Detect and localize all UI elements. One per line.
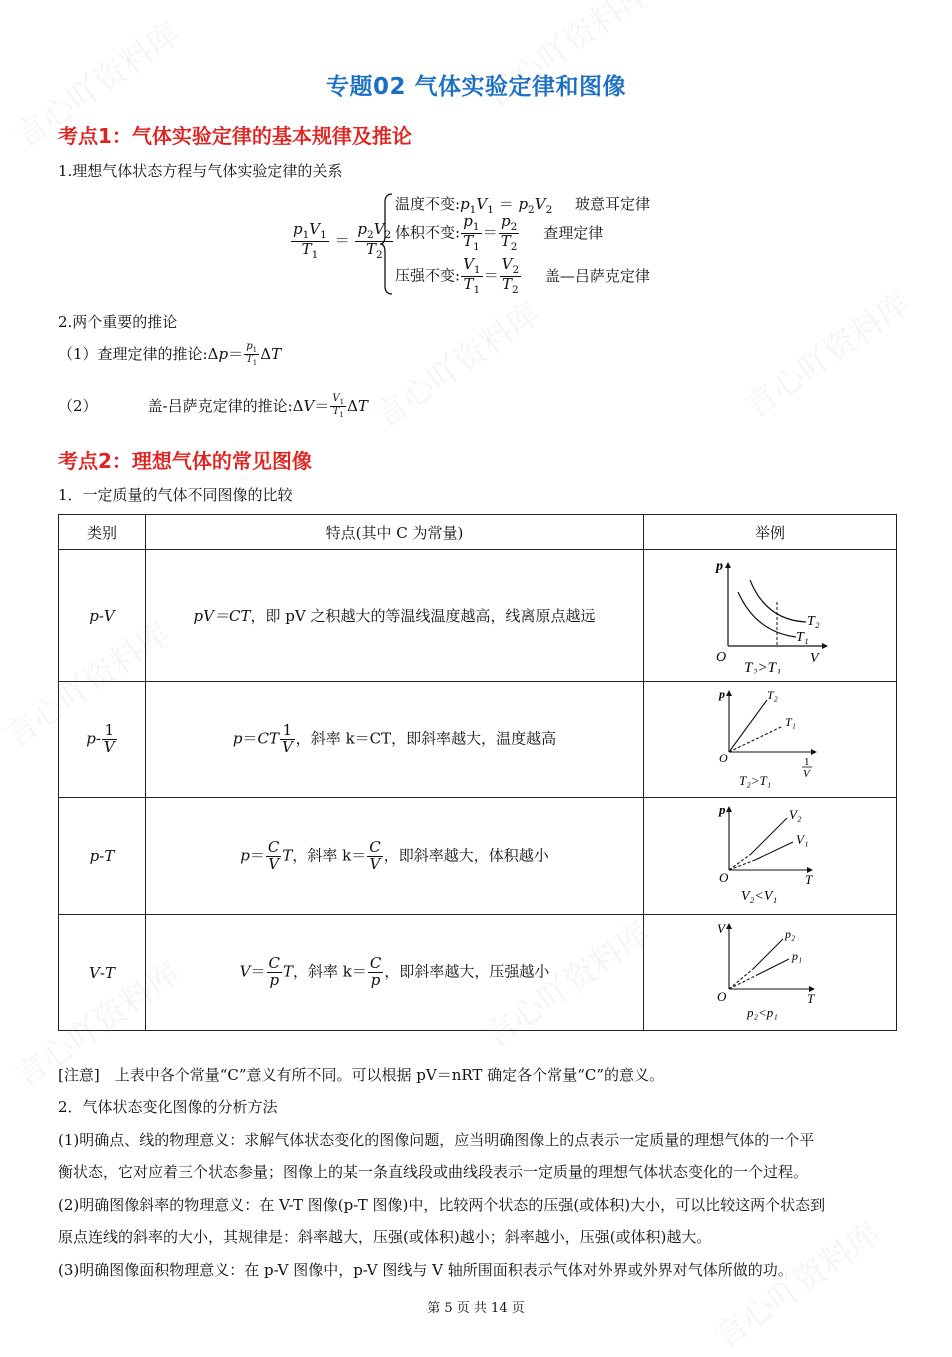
p1v-y-label: p (719, 686, 725, 701)
category-p1v: p- $\frac{1}{V}$ (59, 682, 146, 798)
p1v-caption: T₂>T₁ (739, 772, 772, 788)
inference-2: （2） 盖-吕萨克定律的推论:ΔV＝ $\frac{V_1}{T_1}$ ΔT (58, 393, 368, 420)
paragraph-1a: (1)明确点、线的物理意义：求解气体状态变化的图像问题，应当明确图像上的点表示一定质量的理想气体的一个平 (58, 1131, 815, 1149)
pt-caption: V₂<V₁ (741, 889, 778, 904)
table-row (59, 682, 897, 798)
law-cond-1: 温度不变: (395, 195, 461, 213)
header-example: 举例 (644, 515, 897, 550)
law-name-3: 盖—吕萨克定律 (544, 266, 650, 285)
header-feature: 特点(其中 C 为常量) (146, 515, 644, 550)
ideal-gas-equation: $\frac{p_1V_1}{T_1}$ ＝ $\frac{p_2V_2}{T_2}$ (293, 220, 392, 262)
paragraph-1b: 衡状态，它对应着三个状态参量；图像上的某一条直线段或曲线段表示一定质量的理想气体状态变化的一个过程。 (58, 1163, 809, 1181)
watermark (734, 279, 918, 427)
feature-vt-text: ，斜率 k＝ (293, 962, 367, 981)
pv-y-label: p (716, 558, 723, 574)
section-heading-2: 考点2：理想气体的常见图像 (58, 449, 312, 473)
svg-text:V: V (803, 767, 810, 780)
inference-1-label: （1）查理定律的推论: (58, 344, 208, 363)
pv-origin: O (716, 649, 727, 665)
pv-x-label: V (810, 650, 819, 666)
feature-pt-text: ，斜率 k＝ (292, 846, 367, 864)
p1v-line-t2: T₂ (767, 687, 778, 702)
vt-x-label: T (807, 990, 815, 1006)
pt-x-label: T (805, 872, 813, 887)
vt-origin: O (717, 988, 727, 1004)
watermark (364, 289, 548, 437)
law-row-3: 压强不变: $\frac{V_1}{T_1}$ ＝ $\frac{V_2}{T_2}$ 盖—吕萨克定律 (395, 255, 650, 297)
vt-y-label: V (717, 920, 725, 936)
paragraph-3: (3)明确图像面积物理意义：在 p-V 图像中，p-V 图线与 V 轴所围面积表示气体对外界或外界对气体所做的功。 (58, 1261, 793, 1279)
vt-caption: p₂<p₁ (747, 1004, 778, 1020)
vt-line-p2: p₂ (785, 926, 796, 941)
feature-vt: V＝ $\frac{C}{p}$ T，斜率 k＝ $\frac{C}{p}$ ，即斜率越大，压强越小 (146, 915, 644, 1031)
inference-1: （1）查理定律的推论:Δp＝ $\frac{p_1}{T_1}$ ΔT (58, 341, 282, 368)
comparison-table (58, 514, 897, 1031)
inference-2-text: 盖-吕萨克定律的推论: (147, 396, 293, 415)
item-2-2: 2．气体状态变化图像的分析方法 (58, 1098, 278, 1116)
vt-graph (715, 919, 825, 1023)
brace-icon (378, 192, 394, 296)
pt-line-v2: V₂ (789, 807, 802, 822)
pv-caption: T₂>T₁ (744, 659, 782, 674)
note: [注意] 上表中各个常量“C”意义有所不同。可以根据 pV＝nRT 确定各个常量“C”的意义。 (58, 1066, 665, 1084)
table-header-row (59, 515, 897, 550)
feature-pt: p＝ $\frac{C}{V}$ T，斜率 k＝ $\frac{C}{V}$ ，即斜率越大，体积越小 (146, 798, 644, 915)
p1v-line-t1: T₁ (785, 714, 796, 729)
law-cond-3: 压强不变: (395, 266, 461, 285)
p1v-origin: O (719, 750, 728, 765)
item-1-1: 1.理想气体状态方程与气体实验定律的关系 (58, 162, 343, 180)
table-row (59, 798, 897, 915)
paragraph-2b: 原点连线的斜率的大小，其规律是：斜率越大，压强(或体积)越小；斜率越小，压强(或体积)越大。 (58, 1228, 712, 1246)
pt-graph (715, 802, 825, 906)
law-name-2: 查理定律 (543, 223, 604, 242)
item-2-1: 1．一定质量的气体不同图像的比较 (58, 486, 293, 504)
paragraph-2a: (2)明确图像斜率的物理意义：在 V-T 图像(p-T 图像)中，比较两个状态的压强(或体积)大小，可以比较这两个状态到 (58, 1196, 826, 1214)
watermark (704, 1209, 888, 1357)
category-pv: p-V (59, 550, 146, 682)
feature-pt-text-2: ，即斜率越大，体积越小 (383, 846, 549, 864)
table-row (59, 550, 897, 682)
header-category: 类别 (59, 515, 146, 550)
example-pt (644, 798, 897, 915)
pv-curve-t1: T₁ (796, 629, 809, 645)
feature-p1v: p＝CT $\frac{1}{V}$ ，斜率 k＝CT，即斜率越大，温度越高 (146, 682, 644, 798)
feature-p1v-text: ，斜率 k＝CT，即斜率越大，温度越高 (295, 729, 557, 748)
feature-vt-text-2: ，即斜率越大，压强越小 (384, 962, 550, 981)
example-pv (644, 550, 897, 682)
pt-line-v1: V₁ (796, 832, 809, 847)
table-row (59, 915, 897, 1031)
pt-origin: O (719, 870, 729, 885)
feature-pv-eq: pV＝CT (193, 607, 251, 625)
inference-2-label: （2） (58, 396, 98, 415)
pv-curve-t2: T₂ (807, 613, 820, 629)
item-1-2: 2.两个重要的推论 (58, 313, 178, 331)
page-title: 专题02 气体实验定律和图像 (325, 74, 626, 100)
category-vt: V-T (59, 915, 146, 1031)
vt-line-p1: p₁ (792, 948, 803, 963)
category-pt: p-T (59, 798, 146, 915)
example-vt (644, 915, 897, 1031)
law-row-2: 体积不变: $\frac{p_1}{T_1}$ ＝ $\frac{p_2}{T_2}$ 查理定律 (395, 212, 604, 254)
section-heading-1: 考点1：气体实验定律的基本规律及推论 (58, 124, 412, 148)
law-row-1: 温度不变$:p_1V_1 = p_2V_2$ 玻意耳定律 (395, 195, 651, 216)
p1v-graph (715, 686, 825, 790)
svg-text:1: 1 (804, 755, 810, 768)
law-cond-2: 体积不变: (395, 223, 461, 242)
law-name-1: 玻意耳定律 (575, 195, 651, 213)
pt-y-label: p (719, 802, 726, 817)
page-footer: 第 5 页 共 14 页 (427, 1301, 525, 1316)
feature-pv-text: ，即 pV 之积越大的等温线温度越高，线离原点越远 (250, 607, 596, 625)
pv-graph (710, 554, 830, 674)
example-p1v (644, 682, 897, 798)
feature-pv (146, 550, 644, 682)
